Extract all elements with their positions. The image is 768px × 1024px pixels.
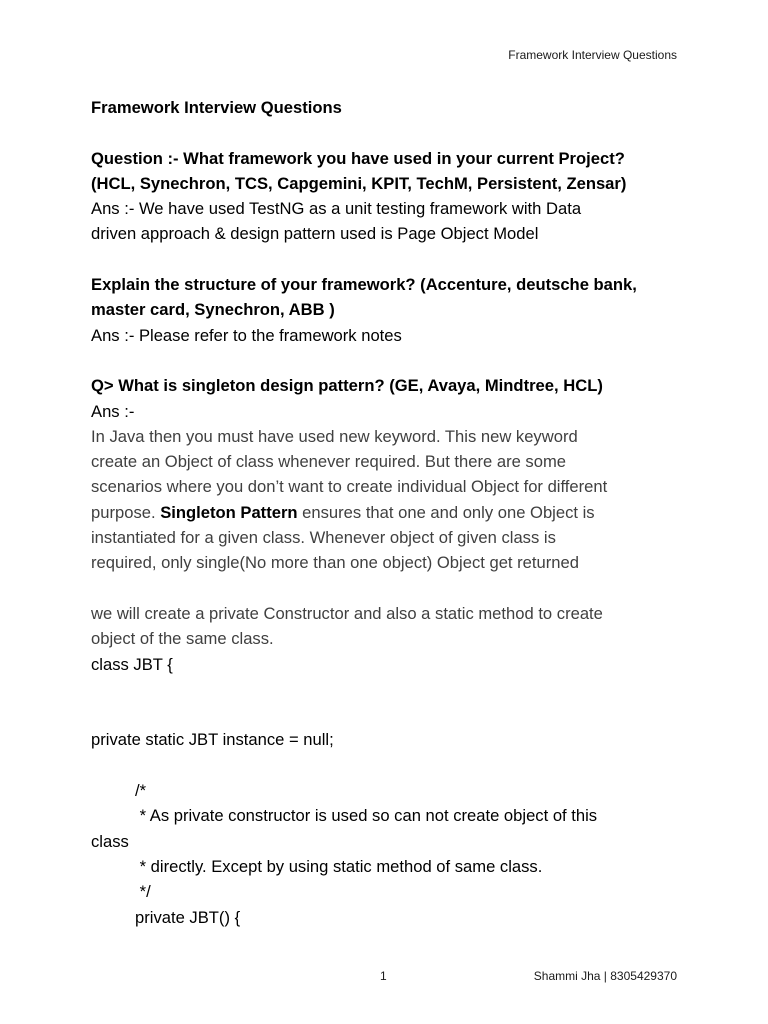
q3-answer-label: Ans :- (91, 401, 135, 421)
code-comment-line1-wrap: class (91, 831, 129, 851)
q1-question: Question :- What framework you have used in your current Project? (91, 148, 625, 168)
code-constructor: private JBT() { (135, 907, 241, 927)
page-number: 1 (380, 969, 387, 983)
q1-answer-line2: driven approach & design pattern used is Page Object Model (91, 224, 539, 244)
spacer (91, 348, 691, 373)
document-body (91, 95, 691, 930)
q3-para1-line6: required, only single(No more than one object) Object get returned (91, 553, 579, 573)
q3-para2-line1: we will create a private Constructor and also a static method to create (91, 603, 603, 623)
q3-question: Q> What is singleton design pattern? (GE, Avaya, Mindtree, HCL) (91, 376, 603, 396)
code-instance-field: private static JBT instance = null; (91, 730, 334, 750)
q3-para2-line2: object of the same class. (91, 629, 274, 649)
q3-para1-line2: create an Object of class whenever required. But there are some (91, 452, 567, 472)
q2-answer: Ans :- Please refer to the framework notes (91, 325, 402, 345)
code-comment-open: /* (135, 781, 147, 801)
q2-question-line2: master card, Synechron, ABB ) (91, 300, 335, 320)
footer-author: Shammi Jha | 8305429370 (533, 969, 677, 983)
singleton-pattern-term: Singleton Pattern (160, 502, 298, 522)
q1-answer-line1: Ans :- We have used TestNG as a unit testing framework with Data (91, 199, 582, 219)
spacer (91, 677, 691, 728)
q3-para1-line3: scenarios where you don’t want to create individual Object for different (91, 477, 608, 497)
q3-para1-line4-suffix: ensures that one and only one Object is (297, 502, 595, 522)
code-comment-line2: * directly. Except by using static method of same class. (135, 856, 543, 876)
q2-question-line1: Explain the structure of your framework? (Accenture, deutsche bank, (91, 275, 637, 295)
spacer (91, 247, 691, 272)
code-comment-line1: * As private constructor is used so can not create object of this (135, 806, 598, 826)
spacer (91, 753, 691, 778)
q3-para1-line5: instantiated for a given class. Whenever object of given class is (91, 528, 556, 548)
q3-para1-line4 (91, 500, 691, 525)
q3-para1-line4-prefix: purpose. (91, 502, 161, 522)
code-class-declaration: class JBT { (91, 654, 173, 674)
code-comment-close: */ (135, 882, 151, 902)
spacer (91, 576, 691, 601)
q1-companies: (HCL, Synechron, TCS, Capgemini, KPIT, TechM, Persistent, Zensar) (91, 173, 627, 193)
q3-para1-line1: In Java then you must have used new keyword. This new keyword (91, 426, 578, 446)
running-header: Framework Interview Questions (508, 48, 677, 62)
spacer (91, 120, 691, 145)
document-title: Framework Interview Questions (91, 98, 342, 117)
